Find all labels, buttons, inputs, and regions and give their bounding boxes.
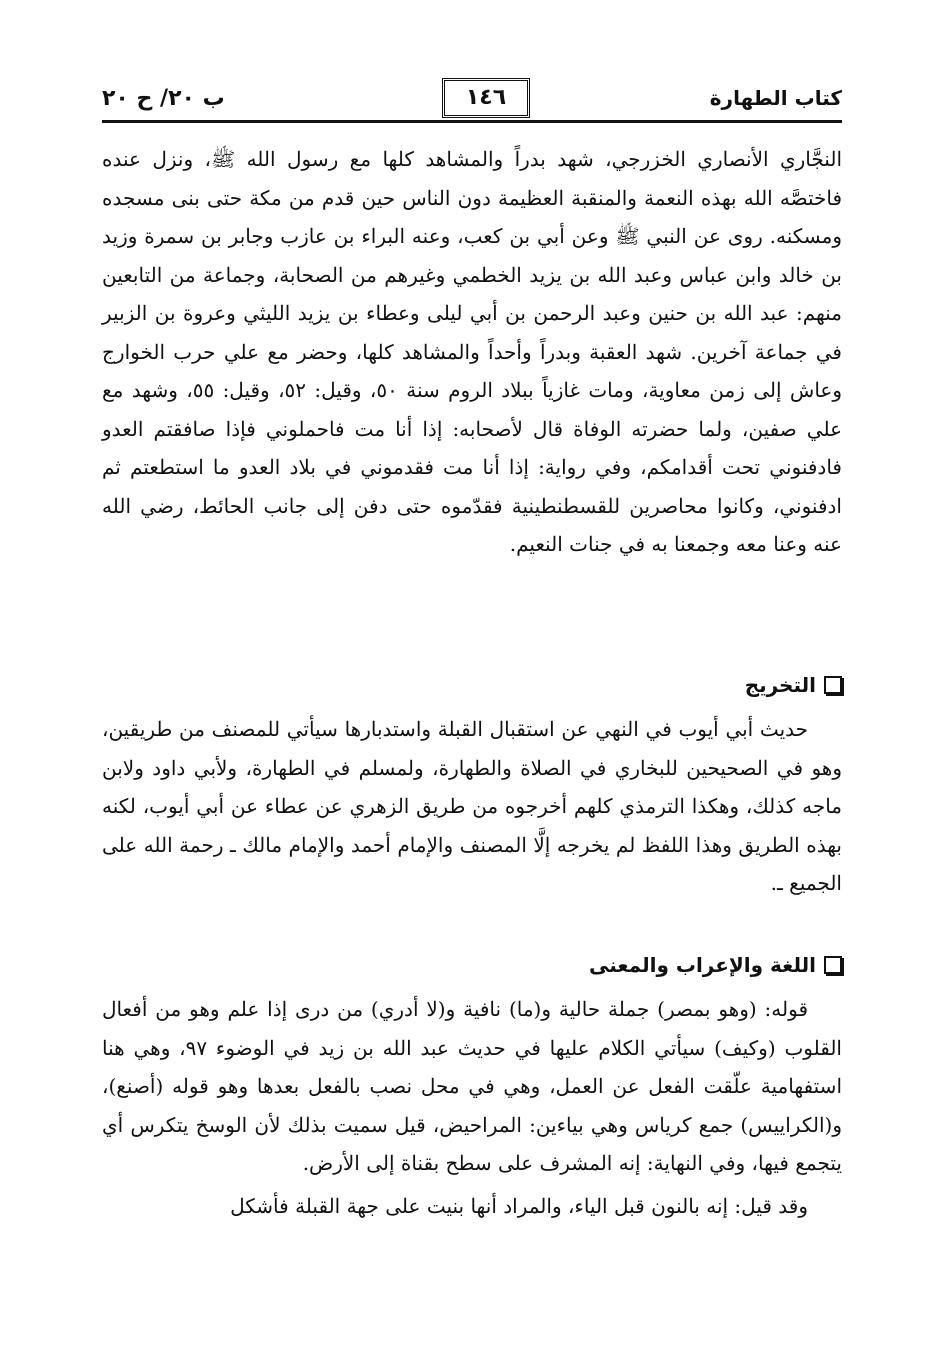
book-title: كتاب الطهارة <box>709 86 842 110</box>
running-header <box>102 78 842 118</box>
square-bullet-icon <box>824 956 842 974</box>
biography-block <box>102 140 842 564</box>
takhrij-paragraph: حديث أبي أيوب في النهي عن استقبال القبلة واستدبارها سيأتي للمصنف من طريقين، وهو في الصحيحين للبخاري في الصلاة والطهارة، ولمسلم في الطهارة، ولأبي داود ولابن ماجه كذلك، وهكذا الترمذي كلهم أخرجوه من طريق الزهري عن عطاء عن أبي أيوب، لكنه بهذه الطريق وهذا اللفظ لم يخرجه إلَّا المصنف والإمام أحمد والإمام مالك ـ رحمة الله على الجميع ـ. <box>102 717 842 895</box>
section-heading-language <box>589 953 842 977</box>
chapter-reference: ب ٢٠/ ح ٢٠ <box>102 86 225 111</box>
square-bullet-icon <box>824 676 842 694</box>
header-rule <box>102 120 842 123</box>
language-block <box>102 990 842 1225</box>
section-heading-label: التخريج <box>744 673 816 697</box>
language-paragraph: قوله: (وهو بمصر) جملة حالية و(ما) نافية و(لا أدري) من درى إذا علم وهو من أفعال القلوب (وكيف) سيأتي الكلام عليها في حديث عبد الله بن زيد في الوضوء ٩٧، وهي هنا استفهامية علّقت الفعل عن العمل، وهي في محل نصب بالفعل بعدها وهو قوله (أصنع)، و(الكراييس) جمع كرياس وهي بياءين: المراحيض، قيل سميت بذلك لأن الوسخ يتكرس أي يتجمع فيها، وفي النهاية: إنه المشرف على سطح بقناة إلى الأرض. <box>102 997 843 1175</box>
page-number: ١٤٦ <box>442 78 530 118</box>
takhrij-block <box>102 710 842 903</box>
section-heading-label: اللغة والإعراب والمعنى <box>588 953 816 977</box>
section-heading-takhrij <box>745 673 842 697</box>
biography-paragraph: النجَّاري الأنصاري الخزرجي، شهد بدراً والمشاهد كلها مع رسول الله ﷺ، ونزل عنده فاختصَّه الله بهذه النعمة والمنقبة العظيمة دون الناس حين قدم من مكة حتى بنى مسجده ومسكنه. روى عن النبي ﷺ وعن أبي بن كعب، وعنه البراء بن عازب وجابر بن سمرة وزيد بن خالد وابن عباس وعبد الله بن يزيد الخطمي وغيرهم من الصحابة، وجماعة من التابعين منهم: عبد الله بن حنين وعبد الرحمن بن أبي ليلى وعطاء بن يزيد الليثي وعروة بن الزبير في جماعة آخرين. شهد العقبة وبدراً وأحداً والمشاهد كلها، وحضر مع علي حرب الخوارج وعاش إلى زمن معاوية، ومات غازياً ببلاد الروم سنة ٥٠، وقيل: ٥٢، وقيل: ٥٥، وشهد مع علي صفين، ولما حضرته الوفاة قال لأصحابه: إذا أنا مت فاحملوني فإذا صافقتم العدو فادفنوني تحت أقدامكم، وفي رواية: إذا أنا مت فقدموني في بلاد العدو ما استطعتم ثم ادفنوني، وكانوا محاصرين للقسطنطينية فقدّموه حتى دفن إلى جانب الحائط، رضي الله عنه وعنا معه وجمعنا به في جنات النعيم. <box>102 147 842 556</box>
language-paragraph-continued: وقد قيل: إنه بالنون قبل الياء، والمراد أنها بنيت على جهة القبلة فأشكل <box>230 1193 808 1218</box>
